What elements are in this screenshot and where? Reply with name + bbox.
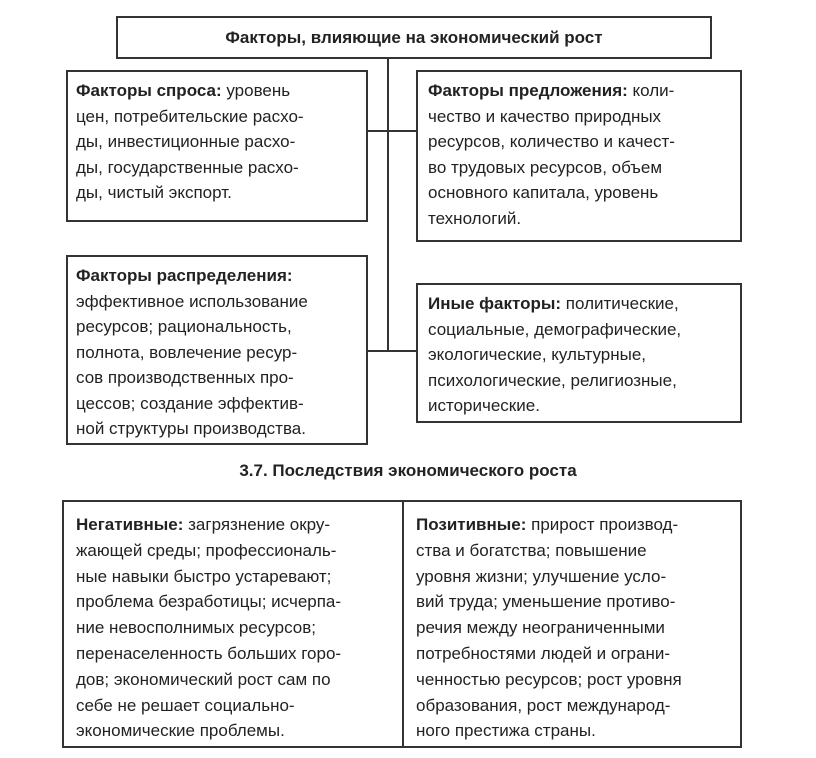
box-heading: Факторы предложения: (428, 81, 628, 100)
consequences-table (62, 500, 742, 748)
cell-text: Позитивные: прирост производ- ства и богатства; повышение уровня жизни; улучшение усло- вий труда; уменьшение противо- речия между неограниченными потребностями людей и ограни- ченностью ресурсов; рост уровня образования, рост международ- ного престижа страны. (416, 515, 682, 741)
cell-heading: Негативные: (76, 515, 184, 534)
cell-text: Негативные: загрязнение окру- жающей среды; профессиональ- ные навыки быстро устаревают; проблема безработицы; исчерпа- ние невосполнимых ресурсов; перенаселенность больших горо- дов; экономический рост сам по себе не решает социально- экономические проблемы. (76, 515, 342, 741)
connector-distribution (368, 350, 416, 352)
box-heading: Факторы распределения: (76, 266, 293, 285)
demand-factors-box (66, 70, 368, 222)
negative-consequences-cell (64, 502, 404, 746)
other-factors-box (416, 283, 742, 423)
connector-trunk (387, 59, 389, 351)
box-text: Факторы спроса: уровень цен, потребительские расхо- ды, инвестиционные расхо- ды, государственные расхо- ды, чистый экспорт. (76, 81, 304, 202)
diagram-title: Факторы, влияющие на экономический рост (116, 16, 712, 59)
distribution-factors-box (66, 255, 368, 445)
section-heading: 3.7. Последствия экономического роста (239, 461, 577, 480)
supply-factors-box (416, 70, 742, 242)
box-text: Факторы распределения: эффективное использование ресурсов; рациональность, полнота, вовлечение ресур- сов производственных про- цессов; создание эффектив- ной структуры производства. (76, 266, 308, 438)
box-heading: Иные факторы: (428, 294, 562, 313)
cell-heading: Позитивные: (416, 515, 527, 534)
box-heading: Факторы спроса: (76, 81, 222, 100)
connector-demand (368, 130, 416, 132)
box-text: Факторы предложения: коли- чество и качество природных ресурсов, количество и качест- во трудовых ресурсов, объем основного капитала, уровень технологий. (428, 81, 675, 228)
positive-consequences-cell (404, 502, 740, 746)
box-text: Иные факторы: политические, социальные, демографические, экологические, культурные, психологические, религиозные, исторические. (428, 294, 682, 415)
